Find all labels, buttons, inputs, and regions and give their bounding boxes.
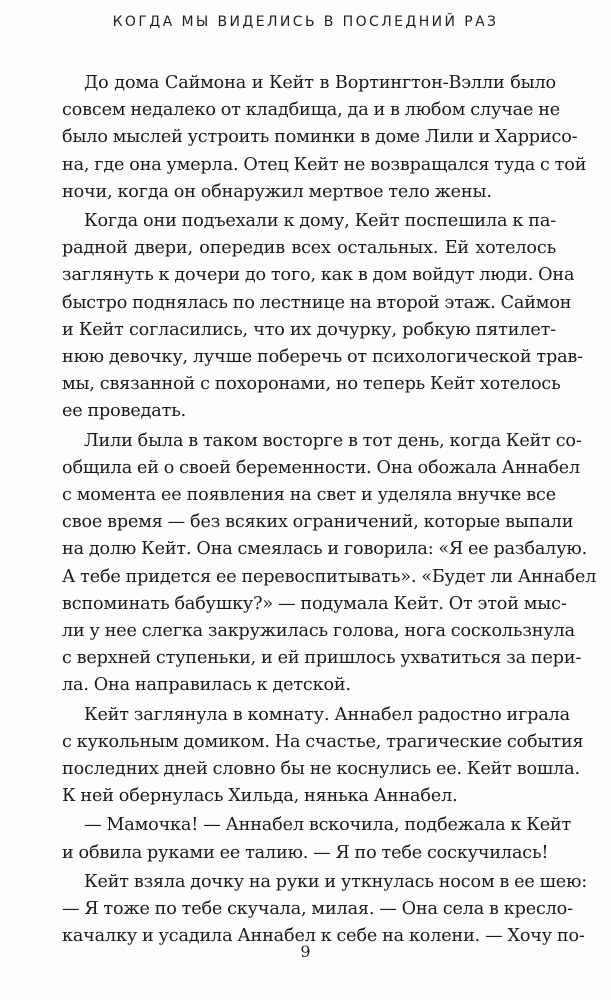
text-line: мы, связанной с похоронами, но теперь Кейт хотелось — [62, 374, 561, 395]
paragraph — [62, 812, 572, 866]
text-line: Кейт заглянула в комнату. Аннабел радостно играла — [84, 704, 570, 725]
text-line: ли у нее слегка закружилась голова, нога соскользнула — [62, 621, 575, 642]
page-number: 9 — [300, 942, 311, 961]
text-line: Кейт взяла дочку на руки и уткнулась носом в ее шею: — [84, 871, 588, 892]
text-line: — Мамочка! — Аннабел вскочила, подбежала к Кейт — [84, 815, 572, 836]
text-line: заглянуть к дочери до того, как в дом войдут люди. Она — [62, 265, 575, 286]
text-line: и Кейт согласились, что их дочурку, робкую пятилет- — [62, 319, 556, 340]
text-line: ла. Она направилась к детской. — [62, 675, 351, 696]
text-line: было мыслей устроить поминки в доме Лили и Харрисо- — [62, 127, 578, 148]
text-line: ее проведать. — [62, 401, 187, 422]
text-line: общила ей о своей беременности. Она обожала Аннабел — [62, 457, 581, 478]
text-line: с момента ее появления на свет и уделяла внучке все — [62, 485, 556, 506]
text-line: Лили была в таком восторге в тот день, когда Кейт со- — [84, 430, 582, 451]
text-line: с кукольным домиком. На счастье, трагические события — [62, 731, 584, 752]
text-line: быстро поднялась по лестнице на второй этаж. Саймон — [62, 292, 572, 313]
text-line: До дома Саймона и Кейт в Вортингтон-Вэлли было — [84, 73, 556, 93]
text-line: вспоминать бабушку?» — подумала Кейт. От этой мыс- — [62, 593, 567, 614]
paragraph — [62, 208, 583, 426]
paragraph — [62, 70, 587, 206]
text-line: с верхней ступеньки, и ей пришлось ухватиться за пери- — [62, 648, 582, 669]
text-line: радной двери, опередив всех остальных. Ей хотелось — [62, 238, 556, 259]
text-line: — Я тоже по тебе скучала, милая. — Она села в кресло- — [62, 899, 573, 920]
text-line: А тебе придется ее перевоспитывать». «Будет ли Аннабел — [62, 566, 597, 587]
text-line: свое время — без всяких ограничений, которые выпали — [62, 512, 574, 533]
text-line: нюю девочку, лучше поберечь от психологической трав- — [62, 347, 583, 368]
paragraph — [62, 428, 597, 700]
text-line: ночи, когда он обнаружил мертвое тело жены. — [62, 181, 492, 202]
body-text — [62, 70, 597, 953]
text-line: последних дней словно бы не коснулись ее. Кейт вошла. — [62, 759, 580, 780]
paragraph — [62, 702, 584, 811]
running-header: КОГДА МЫ ВИДЕЛИСЬ В ПОСЛЕДНИЙ РАЗ — [112, 14, 499, 30]
text-line: на, где она умерла. Отец Кейт не возвращался туда с той — [62, 154, 587, 175]
text-line: и обвила руками ее талию. — Я по тебе соскучилась! — [62, 842, 549, 863]
text-line: качалку и усадила Аннабел к себе на колени. — Хочу по- — [62, 926, 585, 947]
text-line: Когда они подъехали к дому, Кейт поспешила к па- — [84, 211, 556, 232]
text-line: К ней обернулась Хильда, нянька Аннабел. — [62, 786, 458, 807]
text-line: совсем недалеко от кладбища, да и в любом случае не — [62, 100, 561, 121]
paragraph — [62, 869, 588, 951]
text-line: на долю Кейт. Она смеялась и говорила: «Я ее разбалую. — [62, 539, 588, 560]
